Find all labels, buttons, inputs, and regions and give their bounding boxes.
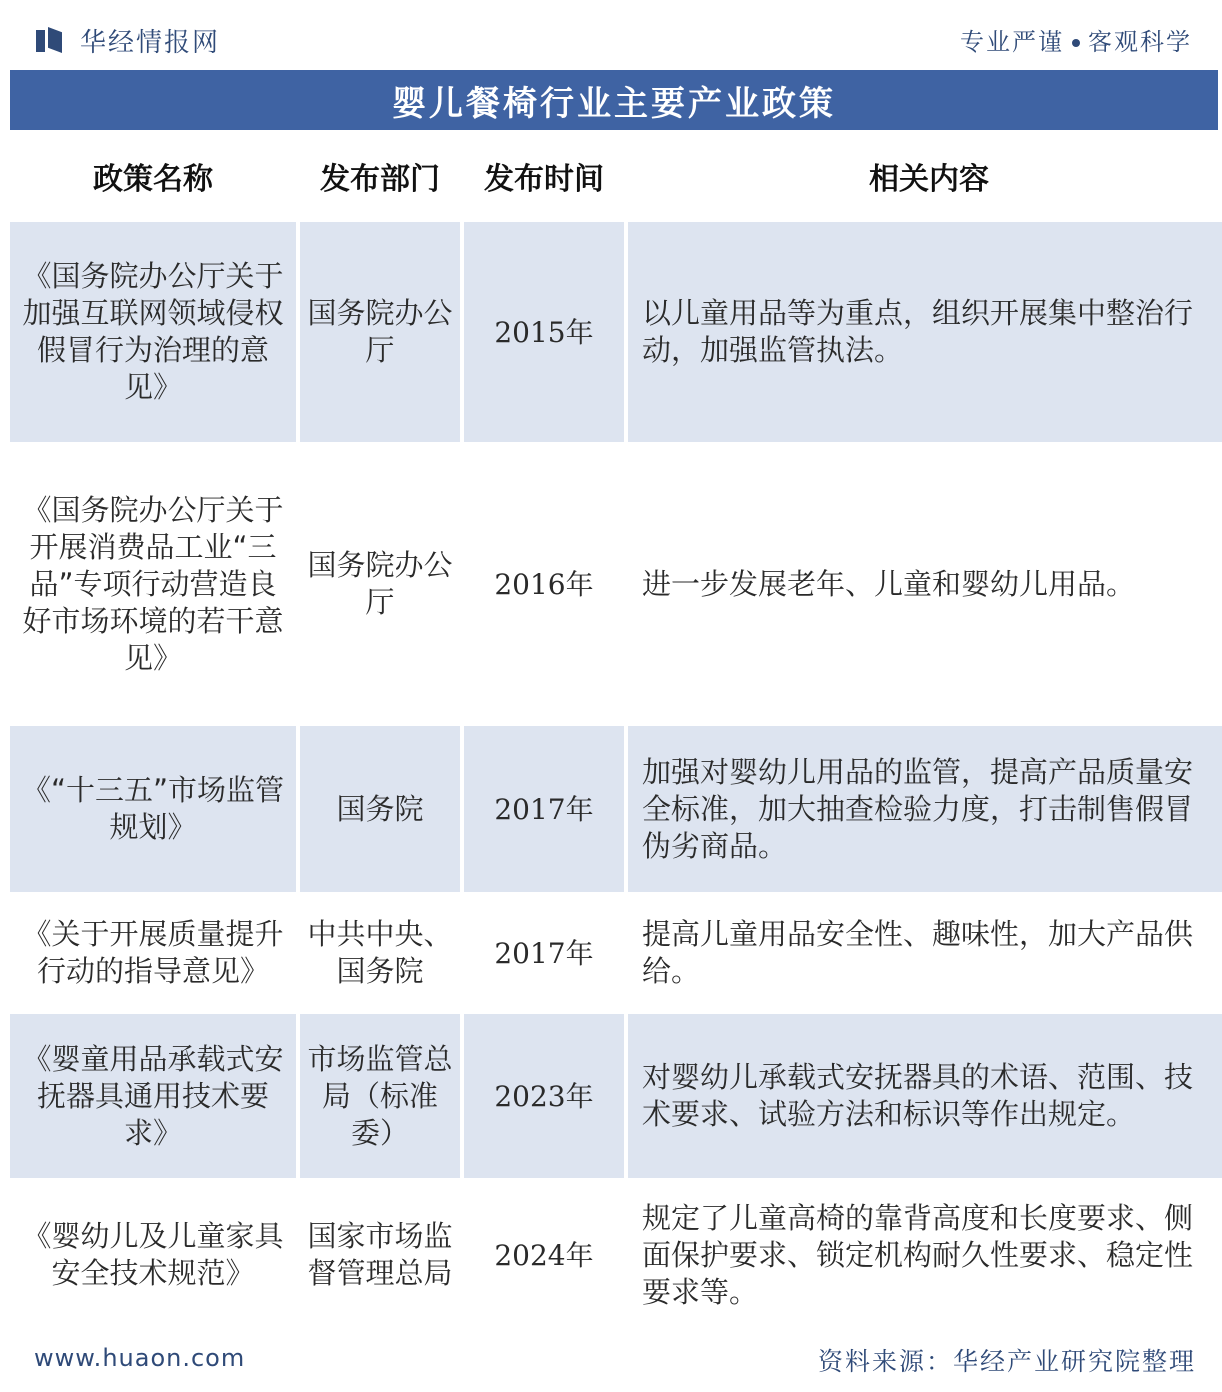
policy-name-cell: 《国务院办公厅关于开展消费品工业“三品”专项行动营造良好市场环境的若干意见》 bbox=[10, 446, 296, 722]
content-cell: 加强对婴幼儿用品的监管，提高产品质量安全标准，加大抽查检验力度，打击制售假冒伪劣商品。 bbox=[628, 726, 1222, 892]
department-cell: 国务院办公厅 bbox=[300, 222, 460, 442]
department-cell: 中共中央、国务院 bbox=[300, 896, 460, 1010]
page-title: 婴儿餐椅行业主要产业政策 bbox=[10, 70, 1218, 130]
department-cell: 市场监管总局（标准委） bbox=[300, 1014, 460, 1178]
policy-name-cell: 《国务院办公厅关于加强互联网领域侵权假冒行为治理的意见》 bbox=[10, 222, 296, 442]
content-cell: 以儿童用品等为重点，组织开展集中整治行动，加强监管执法。 bbox=[628, 222, 1222, 442]
content-cell: 进一步发展老年、儿童和婴幼儿用品。 bbox=[628, 446, 1222, 722]
bullet-dot-icon bbox=[1072, 39, 1080, 47]
department-cell: 国务院办公厅 bbox=[300, 446, 460, 722]
slogan-right: 客观科学 bbox=[1088, 28, 1192, 56]
year-cell: 2023年 bbox=[464, 1014, 624, 1178]
slogan-left: 专业严谨 bbox=[960, 28, 1064, 56]
content-cell: 提高儿童用品安全性、趣味性，加大产品供给。 bbox=[628, 896, 1222, 1010]
year-cell: 2015年 bbox=[464, 222, 624, 442]
brand-name: 华经情报网 bbox=[80, 27, 221, 58]
policy-name-cell: 《婴童用品承载式安抚器具通用技术要求》 bbox=[10, 1014, 296, 1178]
top-bar bbox=[0, 0, 1222, 70]
column-header-policy-name: 政策名称 bbox=[10, 140, 296, 218]
year-cell: 2016年 bbox=[464, 446, 624, 722]
huajing-logo-icon bbox=[36, 27, 66, 53]
column-header-date: 发布时间 bbox=[464, 140, 624, 218]
policy-name-cell: 《“十三五”市场监管规划》 bbox=[10, 726, 296, 892]
slogan bbox=[960, 22, 1192, 57]
footer bbox=[0, 1330, 1222, 1392]
department-cell: 国务院 bbox=[300, 726, 460, 892]
policy-table bbox=[10, 140, 1218, 1328]
content-cell: 对婴幼儿承载式安抚器具的术语、范围、技术要求、试验方法和标识等作出规定。 bbox=[628, 1014, 1222, 1178]
department-cell: 国家市场监督管理总局 bbox=[300, 1182, 460, 1328]
year-cell: 2017年 bbox=[464, 896, 624, 1010]
website-link[interactable]: www.huaon.com bbox=[34, 1344, 246, 1372]
policy-name-cell: 《关于开展质量提升行动的指导意见》 bbox=[10, 896, 296, 1010]
column-header-content: 相关内容 bbox=[628, 140, 1222, 218]
content-cell: 规定了儿童高椅的靠背高度和长度要求、侧面保护要求、锁定机构耐久性要求、稳定性要求等。 bbox=[628, 1182, 1222, 1328]
brand[interactable] bbox=[36, 22, 220, 58]
column-header-department: 发布部门 bbox=[300, 140, 460, 218]
year-cell: 2017年 bbox=[464, 726, 624, 892]
policy-name-cell: 《婴幼儿及儿童家具安全技术规范》 bbox=[10, 1182, 296, 1328]
year-cell: 2024年 bbox=[464, 1182, 624, 1328]
source-note: 资料来源：华经产业研究院整理 bbox=[817, 1347, 1196, 1376]
